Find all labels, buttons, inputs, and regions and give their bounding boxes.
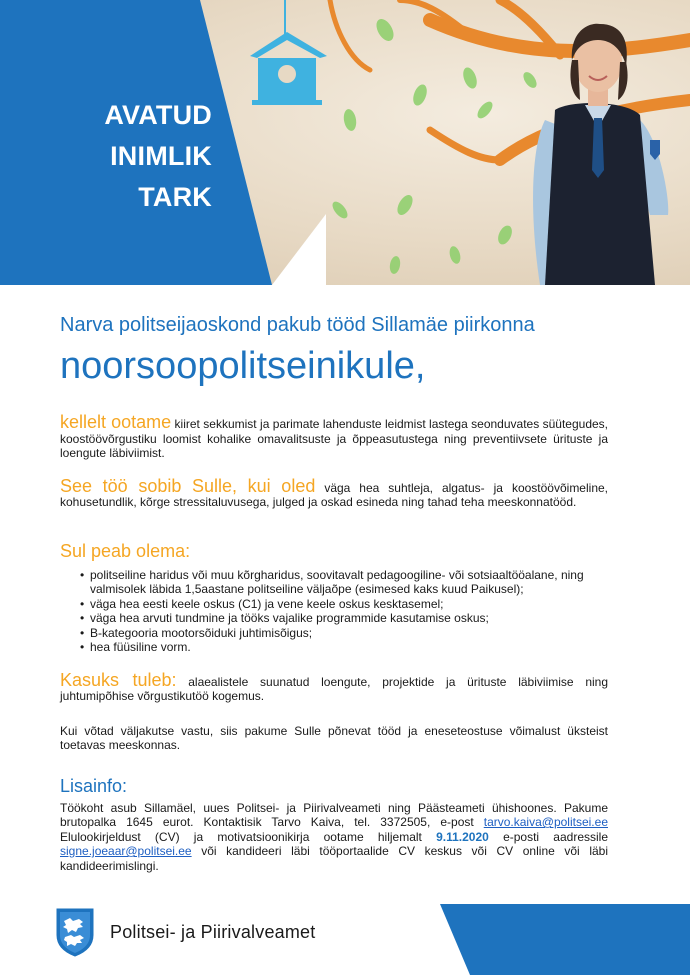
info-text-3: e-posti aadressile (488, 829, 608, 844)
offer-paragraph: Kui võtad väljakutse vastu, siis pakume Sulle põnevat tööd ja eneseteostuse võimalust üksteist toetavas meeskonnas. (60, 723, 608, 752)
list-item: • väga hea arvuti tundmine ja tööks vajalike programmide kasutamise oskus; (80, 611, 608, 626)
ad-title: noorsoopolitseinikule, (60, 345, 426, 387)
suitability-lead: See töö sobib Sulle, kui oled (60, 475, 316, 496)
expectations-text: kiiret sekkumist ja parimate lahenduste leidmist lastega seonduvates süütegudes, koostöövõrgustiku loomist kohalike omavalitsuste ja õppeasutustega ning preventiivsete ürituste ja loengute läbiviimist. (60, 417, 608, 460)
requirements-list (60, 568, 608, 655)
list-item: • väga hea eesti keele oskus (C1) ja vene keele oskus kesktasemel; (80, 597, 608, 612)
expectations-lead: kellelt ootame (60, 412, 172, 432)
info-text-4: või kandideeri läbi tööportaalide CV keskus või CV online või läbi kandideerimislingi. (60, 844, 608, 873)
info-text-1: Töökoht asub Sillamäel, uues Politsei- ja Piirivalveameti ning Päästeameti ühishoones. Pakume brutopalka 1645 eurot. Kontaktisik Tarvo Kaiva, tel. 3372505, e-post (60, 800, 608, 829)
list-item: • politseiline haridus või muu kõrgharidus, soovitavalt pedagoogiline- või sotsiaaltööalane, ning valmisolek läbida 1,5aastane politseiline väljaõpe (esimesed kaks kuud Paikusel); (80, 568, 608, 597)
advantages-paragraph (60, 669, 609, 704)
advantages-text: alaealistele suunatud loengute, projektide ja ürituste läbiviimise ning juhtumipõhise võrgustikutöö kogemus. (60, 674, 609, 703)
suitability-paragraph (60, 475, 608, 510)
slogan-line-1: AVATUD (104, 100, 212, 130)
info-paragraph (60, 801, 608, 874)
application-email-link[interactable]: signe.joeaar@politsei.ee (60, 844, 192, 858)
police-coat-of-arms-icon (55, 907, 95, 957)
application-deadline: 9.11.2020 (436, 829, 489, 844)
info-heading: Lisainfo: (60, 775, 128, 796)
advantages-lead: Kasuks tuleb: (60, 669, 177, 690)
requirements-heading: Sul peab olema: (60, 540, 191, 561)
ad-subtitle: Narva politseijaoskond pakub tööd Sillamäe piirkonna (60, 314, 535, 336)
info-text-2: Elulookirjeldust (CV) ja motivatsioonikirja ootame hiljemalt (60, 829, 437, 844)
slogan-line-2: INIMLIK (110, 141, 212, 171)
list-item: • B-kategooria mootorsõiduki juhtimisõigus; (80, 626, 608, 641)
slogan-line-3: TARK (138, 182, 212, 212)
slogan (0, 95, 212, 218)
organization-name: Politsei- ja Piirivalveamet (110, 922, 316, 942)
list-item: • hea füüsiline vorm. (80, 640, 608, 655)
job-ad-content (60, 312, 608, 873)
contact-email-link[interactable]: tarvo.kaiva@politsei.ee (483, 815, 608, 829)
hero-banner (0, 0, 690, 285)
expectations-paragraph (60, 412, 608, 461)
suitability-text: väga hea suhtleja, algatus- ja koostöövõimeline, kohusetundlik, kõrge stressitaluvusega, julged ja oskad esineda ning tahad teha meeskonnatööd. (60, 480, 608, 509)
